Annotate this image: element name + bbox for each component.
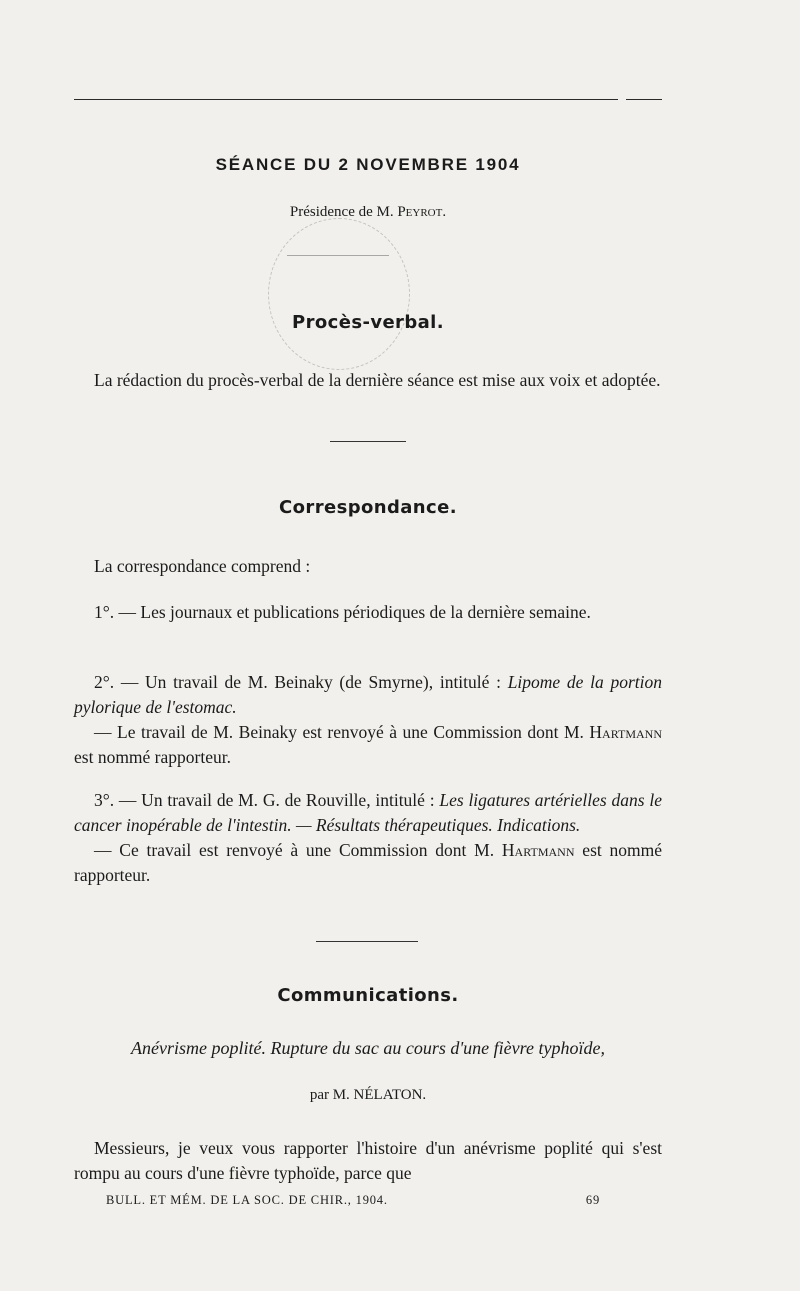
page-number: 69: [585, 1193, 600, 1207]
communications-heading: Communications.: [277, 985, 459, 1006]
session-title: SÉANCE DU 2 NOVEMBRE 1904: [215, 155, 521, 174]
proces-verbal-text: La rédaction du procès-verbal de la dernière séance est mise aux voix et adoptée.: [94, 370, 661, 390]
section-divider: [316, 941, 418, 942]
item-2-work-title: Lipome de la portion pylorique de l'estomac.: [74, 672, 662, 717]
correspondance-heading: Correspondance.: [279, 497, 457, 518]
correspondance-item-2: 2°. — Un travail de M. Beinaky (de Smyrne), intitulé : Lipome de la portion pylorique de l'estomac. — Le travail de M. Beinaky est renvoyé à une Commission dont M. Hartmann est nommé rapporteur.: [74, 672, 662, 767]
journal-reference: BULL. ET MÉM. DE LA SOC. DE CHIR., 1904.: [106, 1193, 388, 1207]
proces-verbal-heading: Procès-verbal.: [292, 312, 444, 333]
item-3-work-title: Les ligatures artérielles dans le cancer inopérable de l'intestin. — Résultats thérapeutiques. Indications.: [74, 790, 662, 835]
rapporteur-name: Hartmann: [501, 840, 575, 860]
president-name: Peyrot.: [397, 204, 447, 220]
top-rule-short: [626, 99, 662, 100]
article-author: par M. NÉLATON.: [309, 1087, 427, 1103]
article-body: Messieurs, je veux vous rapporter l'histoire d'un anévrisme poplité qui s'est rompu au cours d'une fièvre typhoïde, parce que: [74, 1138, 662, 1183]
presidence-prefix: Présidence de M.: [289, 204, 394, 220]
article-title: Anévrisme poplité. Rupture du sac au cours d'une fièvre typhoïde,: [131, 1038, 605, 1058]
rapporteur-name: Hartmann: [589, 722, 662, 742]
correspondance-intro: La correspondance comprend :: [94, 556, 311, 576]
page-footer: [106, 1193, 600, 1208]
correspondance-item-1: 1°. — Les journaux et publications périodiques de la dernière semaine.: [94, 602, 591, 622]
correspondance-item-3: 3°. — Un travail de M. G. de Rouville, intitulé : Les ligatures artérielles dans le cancer inopérable de l'intestin. — Résultats thérapeutiques. Indications. — Ce travail est renvoyé à une Commission dont M. Hartmann est nommé rapporteur.: [74, 790, 663, 885]
presidence-line: [74, 204, 662, 221]
section-divider: [330, 441, 406, 442]
top-rule: [74, 99, 618, 100]
